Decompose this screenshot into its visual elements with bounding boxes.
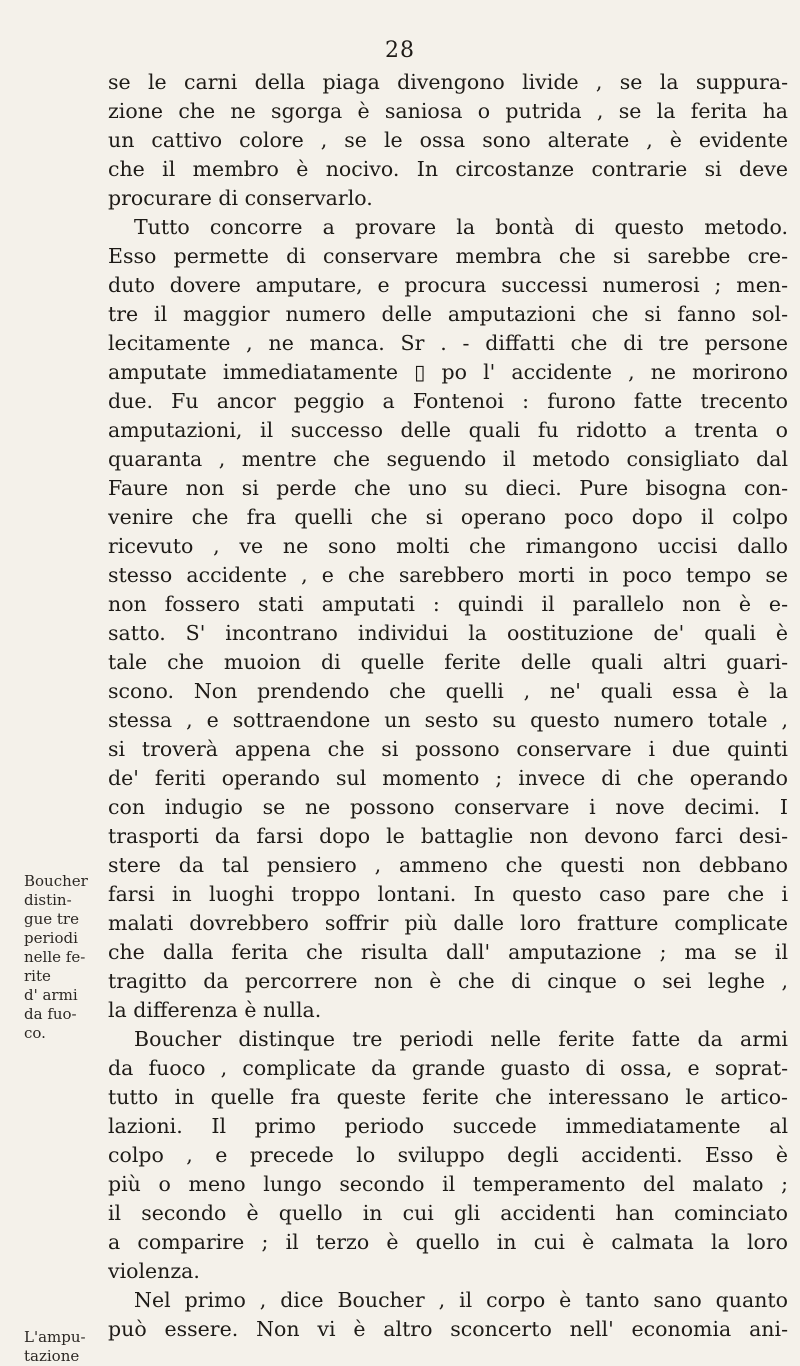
text-line: Esso permette di conservare membra che si sarebbe cre- <box>108 244 788 268</box>
text-line: Nel primo , dice Boucher , il corpo è tanto sano quanto <box>134 1288 788 1312</box>
margin-note-line: periodi <box>24 929 78 947</box>
text-line: stesso accidente , e che sarebbero morti in poco tempo se <box>108 563 788 587</box>
text-line: satto. S' incontrano individui la oostituzione de' quali è <box>108 621 788 645</box>
text-line: Tutto concorre a provare la bontà di questo metodo. <box>134 215 788 239</box>
text-line: malati dovrebbero soffrir più dalle loro fratture complicate <box>108 911 788 935</box>
page-number: 28 <box>385 38 415 63</box>
main-text <box>108 68 788 1344</box>
text-line: stere da tal pensiero , ammeno che questi non debbano <box>108 853 788 877</box>
text-line: amputate immediatamente ▯ po l' accidente , ne morirono <box>108 360 788 384</box>
paragraph <box>108 213 788 1025</box>
text-line: tale che muoion di quelle ferite delle quali altri guari- <box>108 650 788 674</box>
text-line: duto dovere amputare, e procura successi numerosi ; men- <box>108 273 788 297</box>
text-line: un cattivo colore , se le ossa sono alterate , è evidente <box>108 128 788 152</box>
text-line: lecitamente , ne manca. Sr . - diffatti che di tre persone <box>108 331 788 355</box>
text-line: Faure non si perde che uno su dieci. Pure bisogna con- <box>108 476 788 500</box>
margin-note-amputazione <box>24 1328 106 1366</box>
text-line: scono. Non prendendo che quelli , ne' quali essa è la <box>108 679 788 703</box>
text-line: violenza. <box>108 1259 200 1283</box>
text-line: de' feriti operando sul momento ; invece di che operando <box>108 766 788 790</box>
margin-note-boucher <box>24 872 106 1043</box>
text-line: che il membro è nocivo. In circostanze contrarie si deve <box>108 157 788 181</box>
text-line: ricevuto , ve ne sono molti che rimangono uccisi dallo <box>108 534 788 558</box>
text-line: non fossero stati amputati : quindi il parallelo non è e- <box>108 592 788 616</box>
margin-note-line: distin- <box>24 891 72 909</box>
text-line: il secondo è quello in cui gli accidenti han cominciato <box>108 1201 788 1225</box>
margin-note-line: rite <box>24 967 51 985</box>
text-line: che dalla ferita che risulta dall' amputazione ; ma se il <box>108 940 788 964</box>
text-line: tre il maggior numero delle amputazioni che si fanno sol- <box>108 302 788 326</box>
text-line: amputazioni, il successo delle quali fu ridotto a trenta o <box>108 418 788 442</box>
text-line: trasporti da farsi dopo le battaglie non devono farci desi- <box>108 824 788 848</box>
margin-note-line: gue tre <box>24 910 79 928</box>
text-line: due. Fu ancor peggio a Fontenoi : furono fatte trecento <box>108 389 788 413</box>
margin-note-line: Boucher <box>24 872 88 890</box>
text-line: la differenza è nulla. <box>108 998 322 1022</box>
paragraph <box>108 1025 788 1286</box>
text-line: procurare di conservarlo. <box>108 186 373 210</box>
text-line: stessa , e sottraendone un sesto su questo numero totale , <box>108 708 788 732</box>
paragraph <box>108 68 788 213</box>
text-line: tutto in quelle fra queste ferite che interessano le artico- <box>108 1085 788 1109</box>
margin-note-line: co. <box>24 1024 46 1042</box>
text-line: si troverà appena che si possono conservare i due quinti <box>108 737 788 761</box>
text-line: farsi in luoghi troppo lontani. In questo caso pare che i <box>108 882 788 906</box>
text-line: a comparire ; il terzo è quello in cui è calmata la loro <box>108 1230 788 1254</box>
text-line: se le carni della piaga divengono livide , se la suppura- <box>108 70 788 94</box>
text-line: lazioni. Il primo periodo succede immediatamente al <box>108 1114 788 1138</box>
text-line: da fuoco , complicate da grande guasto di ossa, e soprat- <box>108 1056 788 1080</box>
text-line: Boucher distinque tre periodi nelle ferite fatte da armi <box>134 1027 788 1051</box>
text-line: con indugio se ne possono conservare i nove decimi. I <box>108 795 788 819</box>
margin-note-line: nelle fe- <box>24 948 86 966</box>
text-line: zione che ne sgorga è saniosa o putrida , se la ferita ha <box>108 99 788 123</box>
text-line: più o meno lungo secondo il temperamento del malato ; <box>108 1172 788 1196</box>
text-line: quaranta , mentre che seguendo il metodo consigliato dal <box>108 447 788 471</box>
margin-note-line: tazione <box>24 1347 80 1365</box>
margin-note-line: da fuo- <box>24 1005 77 1023</box>
text-line: venire che fra quelli che si operano poco dopo il colpo <box>108 505 788 529</box>
text-line: tragitto da percorrere non è che di cinque o sei leghe , <box>108 969 788 993</box>
text-line: può essere. Non vi è altro sconcerto nell' economia ani- <box>108 1317 788 1341</box>
text-line: colpo , e precede lo sviluppo degli accidenti. Esso è <box>108 1143 788 1167</box>
margin-note-line: d' armi <box>24 986 78 1004</box>
margin-note-line: L'ampu- <box>24 1328 86 1346</box>
paragraph <box>108 1286 788 1344</box>
